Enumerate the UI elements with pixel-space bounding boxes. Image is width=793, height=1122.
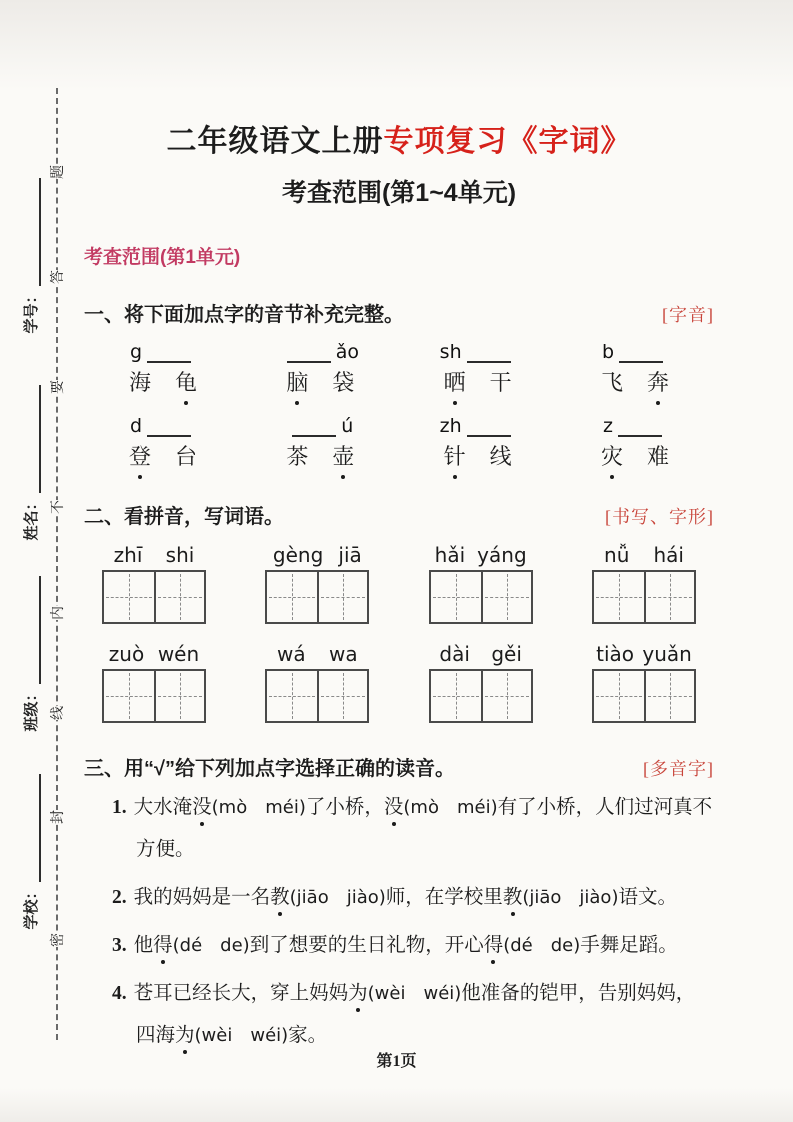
grid-cell (104, 572, 154, 622)
writing-grid (592, 669, 696, 723)
grid-cell (317, 671, 367, 721)
pinyin-choice: (jiāo jiào) (289, 887, 386, 908)
grid-cell (644, 572, 694, 622)
pinyin-blank (147, 416, 191, 437)
section-label: 考查范围(第1单元) (84, 247, 241, 268)
q1-item (407, 413, 549, 471)
worksheet-content (84, 0, 714, 1057)
pinyin-blank-line (564, 413, 706, 437)
page-subtitle: 考查范围(第1~4单元) (281, 179, 517, 207)
title-black-part: 二年级语文上册 (166, 125, 384, 158)
field-class-label: 班级： (23, 686, 40, 732)
writing-grid (265, 669, 369, 723)
character: 奔 (647, 366, 669, 397)
syllable: gěi (491, 642, 522, 666)
word-pinyin (265, 543, 369, 567)
q3-sentence (112, 925, 714, 967)
sentence-segment: 师，在学校里 (385, 887, 503, 908)
syllable: wa (329, 642, 358, 666)
field-student-id-blank (23, 179, 41, 287)
grid-cell (481, 671, 531, 721)
syllable: jiā (338, 543, 362, 567)
dotted-character: 得 (483, 935, 504, 956)
sentence-segment: 语文。 (618, 887, 677, 908)
field-student-id-label: 学号： (23, 288, 40, 334)
question-1-row-2 (84, 413, 714, 471)
q1-item (92, 413, 234, 471)
pinyin-blank-line (92, 413, 234, 437)
character: 袋 (332, 370, 355, 395)
question-2-title: 二、看拼音，写词语。 (84, 506, 284, 528)
pinyin-blank-line (564, 339, 706, 363)
grid-cell (267, 572, 317, 622)
syllable: nǚ (604, 543, 630, 567)
sentence-segment: 到了想要的生日礼物，开心 (249, 935, 484, 956)
question-3-header (84, 752, 714, 781)
field-school-blank (23, 775, 41, 883)
sentence-segment: 有了小桥，人们过河真不方便。 (136, 797, 713, 860)
seal-dashed-line (56, 88, 58, 1040)
seal-text-char: 线 (46, 706, 68, 720)
page-title (84, 116, 714, 160)
syllable: dài (439, 642, 470, 666)
title-red-part: 专项复习《字词》 (383, 125, 632, 158)
pinyin-initial: z (602, 415, 613, 437)
syllable: zuò (108, 642, 145, 666)
write-word-block (102, 642, 206, 723)
character: 龟 (175, 366, 197, 397)
pinyin-initial: zh (439, 415, 462, 437)
character-pair (407, 366, 549, 397)
pinyin-blank-line (92, 339, 234, 363)
character-pair (249, 366, 391, 397)
pinyin-blank (147, 342, 191, 363)
pinyin-initial: g (129, 341, 143, 363)
dotted-character: 没 (383, 797, 404, 818)
pinyin-blank (287, 342, 331, 363)
character: 脑 (286, 366, 308, 397)
sentence-segment: 他准备的铠甲，告别妈妈，四海 (136, 983, 696, 1046)
pinyin-blank-line (249, 339, 391, 363)
pinyin-choice: (mò méi) (403, 797, 498, 818)
syllable: gèng (272, 543, 324, 567)
grid-cell (104, 671, 154, 721)
word-pinyin (592, 543, 696, 567)
syllable: wá (277, 642, 306, 666)
seal-text-char: 要 (46, 380, 68, 394)
field-school-label: 学校： (23, 884, 40, 930)
pinyin-blank (467, 416, 511, 437)
writing-grid (265, 570, 369, 624)
syllable: tiào (596, 642, 635, 666)
question-1-title: 一、将下面加点字的音节补充完整。 (84, 304, 404, 326)
pinyin-blank-line (249, 413, 391, 437)
writing-grid (102, 669, 206, 723)
question-1-header (84, 298, 714, 327)
pinyin-initial: sh (439, 341, 462, 363)
seal-text-char: 内 (46, 606, 68, 620)
grid-cell (154, 671, 204, 721)
pinyin-blank (467, 342, 511, 363)
word-pinyin (265, 642, 369, 666)
pinyin-choice: (wèi wéi) (194, 1025, 289, 1046)
item-number: 4. (112, 983, 127, 1004)
seal-text-char: 题 (46, 165, 68, 179)
sentence-segment: 了小桥， (305, 797, 384, 818)
write-word-block (592, 642, 696, 723)
seal-text-char: 答 (46, 270, 68, 284)
character: 台 (175, 444, 198, 469)
character: 壶 (332, 440, 354, 471)
write-word-block (592, 543, 696, 624)
character-pair (407, 440, 549, 471)
grid-cell (644, 671, 694, 721)
q1-item (564, 413, 706, 471)
seal-text-char: 封 (46, 810, 68, 824)
pinyin-final: ǎo (335, 341, 359, 363)
pinyin-initial: b (601, 341, 615, 363)
character: 茶 (286, 444, 309, 469)
q3-sentence (112, 877, 714, 919)
field-class (19, 554, 41, 754)
character-pair (564, 440, 706, 471)
character-pair (92, 366, 234, 397)
dotted-character: 为 (175, 1025, 195, 1046)
write-word-block (265, 543, 369, 624)
question-2-tag: [书写、字形] (605, 507, 714, 527)
item-number: 3. (112, 935, 127, 956)
field-name-blank (23, 386, 41, 494)
pinyin-choice: (wèi wéi) (367, 983, 462, 1004)
q1-item (249, 413, 391, 471)
sentence-segment: 手舞足蹈。 (580, 935, 678, 956)
writing-grid (592, 570, 696, 624)
sentence-segment: 我的妈妈是一名 (133, 887, 271, 908)
character: 线 (489, 444, 512, 469)
pinyin-choice: (jiāo jiào) (522, 887, 619, 908)
syllable: yuǎn (642, 642, 692, 666)
pinyin-initial: d (129, 415, 143, 437)
character: 登 (129, 440, 151, 471)
write-word-block (429, 543, 533, 624)
write-word-block (265, 642, 369, 723)
syllable: hǎi (434, 543, 466, 567)
syllable: shi (165, 543, 195, 567)
grid-cell (594, 671, 644, 721)
grid-cell (594, 572, 644, 622)
question-3-items (84, 787, 714, 1057)
syllable: yáng (477, 543, 527, 567)
character-pair (249, 440, 391, 471)
character: 灾 (601, 440, 623, 471)
question-2-row-2 (84, 642, 714, 723)
grid-cell (317, 572, 367, 622)
dotted-character: 教 (270, 887, 290, 908)
field-school (19, 752, 41, 952)
scan-shading-bottom (0, 1088, 793, 1122)
character-pair (92, 440, 234, 471)
question-2-header (84, 500, 714, 529)
q1-item (249, 339, 391, 397)
sentence-segment: 大水淹 (133, 797, 193, 818)
grid-cell (431, 572, 481, 622)
sentence-segment: 苍耳已经长大，穿上妈妈 (133, 983, 349, 1004)
syllable: hái (653, 543, 684, 567)
dotted-character: 教 (502, 887, 523, 908)
page-number: 第1页 (376, 1053, 417, 1070)
item-number: 2. (112, 887, 127, 908)
dotted-character: 没 (192, 797, 212, 818)
character: 海 (128, 370, 151, 395)
dotted-character: 得 (153, 935, 173, 956)
syllable: zhī (113, 543, 143, 567)
question-1-tag: [字音] (662, 305, 714, 325)
character: 针 (444, 440, 466, 471)
write-word-block (102, 543, 206, 624)
character: 飞 (600, 370, 623, 395)
q1-item (407, 339, 549, 397)
writing-grid (429, 570, 533, 624)
field-name-label: 姓名： (23, 495, 40, 541)
question-3-title: 三、用“√”给下列加点字选择正确的读音。 (84, 758, 455, 780)
question-2-row-1 (84, 543, 714, 624)
seal-text-char: 不 (46, 500, 68, 514)
pinyin-choice: (mò méi) (211, 797, 306, 818)
grid-cell (481, 572, 531, 622)
character: 难 (646, 444, 669, 469)
sentence-segment: 他 (133, 935, 154, 956)
pinyin-blank (618, 416, 662, 437)
question-3-tag: [多音字] (643, 759, 714, 779)
writing-grid (429, 669, 533, 723)
pinyin-choice: (dé de) (172, 935, 250, 956)
syllable: wén (157, 642, 200, 666)
grid-cell (267, 671, 317, 721)
pinyin-blank (292, 416, 336, 437)
q3-sentence (112, 787, 714, 871)
grid-cell (431, 671, 481, 721)
q3-sentence (112, 973, 714, 1057)
question-1-row-1 (84, 339, 714, 397)
q1-item (92, 339, 234, 397)
pinyin-final: ú (341, 415, 354, 437)
q1-item (564, 339, 706, 397)
pinyin-blank (619, 342, 663, 363)
word-pinyin (102, 543, 206, 567)
word-pinyin (429, 543, 533, 567)
sentence-segment: 家。 (288, 1025, 328, 1046)
word-pinyin (102, 642, 206, 666)
character: 晒 (444, 366, 466, 397)
field-student-id (19, 156, 41, 356)
field-name (19, 363, 41, 563)
writing-grid (102, 570, 206, 624)
pinyin-choice: (dé de) (503, 935, 581, 956)
character-pair (564, 366, 706, 397)
grid-cell (154, 572, 204, 622)
dotted-character: 为 (348, 983, 368, 1004)
seal-text-char: 密 (46, 933, 68, 947)
word-pinyin (429, 642, 533, 666)
item-number: 1. (112, 797, 127, 818)
write-word-block (429, 642, 533, 723)
word-pinyin (592, 642, 696, 666)
field-class-blank (23, 577, 41, 685)
pinyin-blank-line (407, 413, 549, 437)
character: 干 (489, 370, 512, 395)
pinyin-blank-line (407, 339, 549, 363)
